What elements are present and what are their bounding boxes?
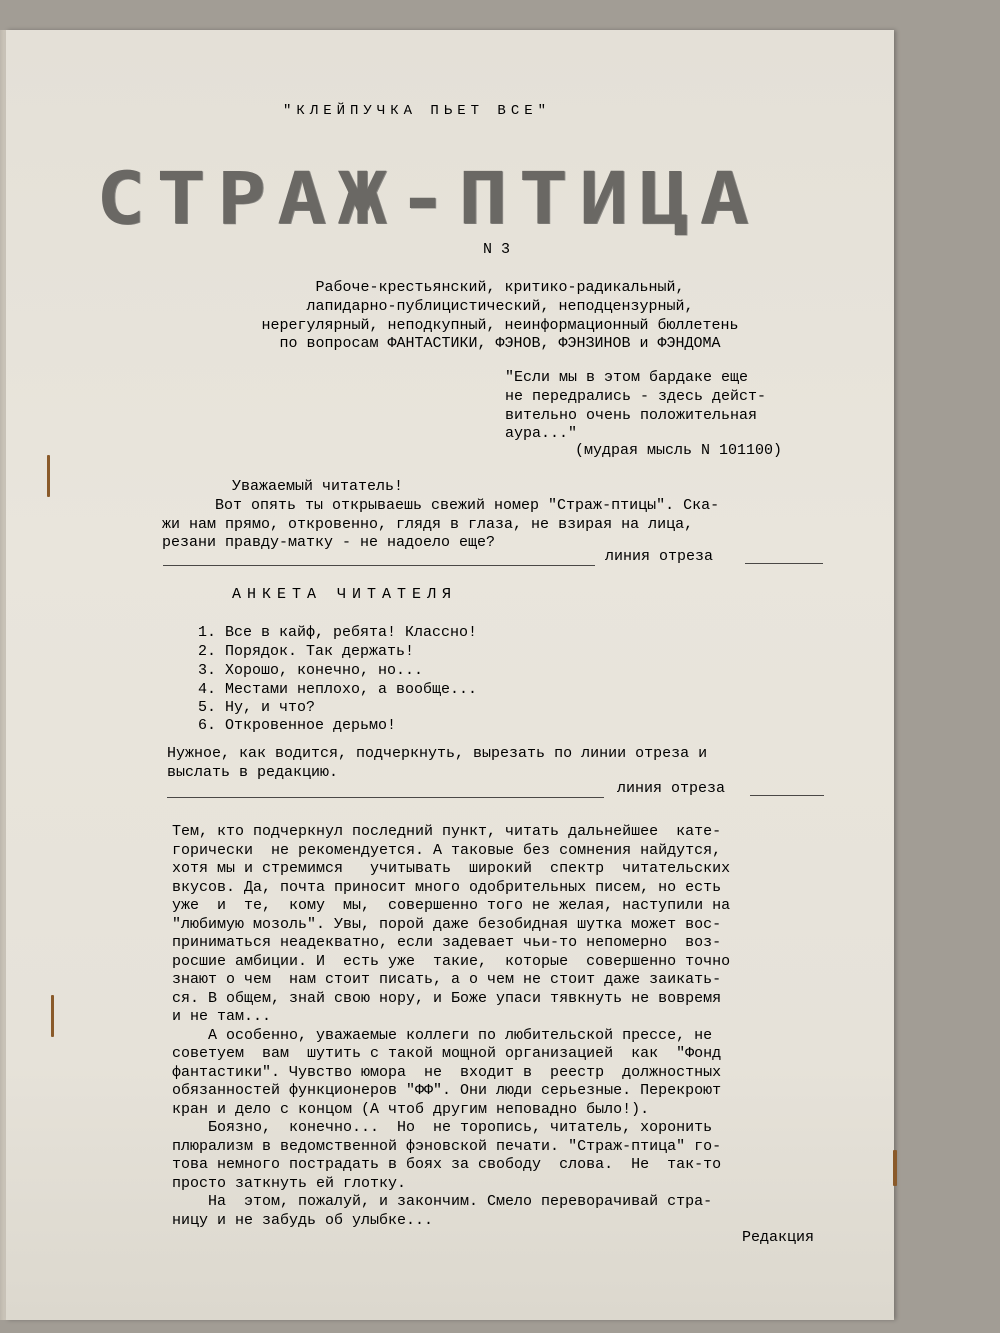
body-line: советуем вам шутить с такой мощной организацией как "Фонд (172, 1045, 722, 1062)
survey-option: 4. Местами неплохо, а вообще... (198, 681, 478, 698)
cut-line-label: линия отреза (617, 780, 726, 797)
staple-top (47, 455, 50, 497)
body-line: това немного пострадать в боях за свободу слова. Не так-то (172, 1156, 722, 1173)
motto: "КЛЕЙПУЧКА ПЬЕТ ВСЕ" (283, 103, 552, 119)
survey-instruction: выслать в редакцию. (167, 764, 339, 781)
cut-line (163, 565, 595, 566)
body-line: плюрализм в ведомственной фэновской печати. "Страж-птица" го- (172, 1138, 722, 1155)
epigraph-line: вительно очень положительная (505, 407, 758, 424)
body-line: просто заткнуть ей глотку. (172, 1175, 407, 1192)
subtitle-line: нерегулярный, неподкупный, неинформационный бюллетень (261, 317, 739, 334)
body-line: хотя мы и стремимся учитывать широкий спектр читательских (172, 860, 731, 877)
epigraph-line: аура..." (505, 425, 578, 442)
epigraph-attribution: (мудрая мысль N 101100) (575, 442, 783, 459)
body-line: Тем, кто подчеркнул последний пункт, читать дальнейшее кате- (172, 823, 722, 840)
body-line: "любимую мозоль". Увы, порой даже безобидная шутка может вос- (172, 916, 722, 933)
greeting-line: резани правду-матку - не надоело еще? (162, 534, 496, 551)
body-line: росшие амбиции. И есть уже такие, которые совершенно точно (172, 953, 731, 970)
body-line: фантастики". Чувство юмора не входит в реестр должностных (172, 1064, 722, 1081)
staple-edge (893, 1150, 897, 1186)
body-line: горически не рекомендуется. А таковые без сомнения найдутся, (172, 842, 722, 859)
cut-line (167, 797, 604, 798)
survey-option: 5. Ну, и что? (198, 699, 316, 716)
body-line: уже и те, кому мы, совершенно того не желая, наступили на (172, 897, 731, 914)
body-line: На этом, пожалуй, и закончим. Смело переворачивай стра- (172, 1193, 713, 1210)
signature: Редакция (742, 1229, 815, 1246)
masthead-title: СТРАЖ-ПТИЦА (96, 157, 761, 241)
body-line: вкусов. Да, почта приносит много одобрительных писем, но есть (172, 879, 722, 896)
body-line: кран и дело с концом (А чтоб другим неповадно было!). (172, 1101, 650, 1118)
staple-bottom (51, 995, 54, 1037)
survey-instruction: Нужное, как водится, подчеркнуть, вырезать по линии отреза и (167, 745, 708, 762)
epigraph-line: не передрались - здесь дейст- (505, 388, 767, 405)
body-line: знают о чем нам стоит писать, а о чем не стоит даже заикать- (172, 971, 722, 988)
greeting-line: Уважаемый читатель! (232, 478, 404, 495)
survey-title: АНКЕТА ЧИТАТЕЛЯ (232, 586, 458, 603)
survey-option: 2. Порядок. Так держать! (198, 643, 415, 660)
cut-line (750, 795, 824, 796)
subtitle-line: по вопросам ФАНТАСТИКИ, ФЭНОВ, ФЭНЗИНОВ и ФЭНДОМА (279, 335, 721, 352)
subtitle-line: лапидарно-публицистический, неподцензурный, (306, 298, 694, 315)
greeting-line: жи нам прямо, откровенно, глядя в глаза, не взирая на лица, (162, 516, 694, 533)
body-line: приниматься неадекватно, если задевает чьи-то непомерно воз- (172, 934, 722, 951)
body-line: Боязно, конечно... Но не торопись, читатель, хоронить (172, 1119, 713, 1136)
body-line: и не там... (172, 1008, 272, 1025)
body-line: обязанностей функционеров "ФФ". Они люди серьезные. Перекроют (172, 1082, 722, 1099)
cut-line-label: линия отреза (605, 548, 714, 565)
epigraph-line: "Если мы в этом бардаке еще (505, 369, 749, 386)
survey-option: 1. Все в кайф, ребята! Классно! (198, 624, 478, 641)
greeting-line: Вот опять ты открываешь свежий номер "Страж-птицы". Ска- (215, 497, 720, 514)
cut-line (745, 563, 823, 564)
subtitle-line: Рабоче-крестьянский, критико-радикальный, (315, 279, 685, 296)
body-line: ся. В общем, знай свою нору, и Боже упаси тявкнуть не вовремя (172, 990, 722, 1007)
survey-option: 6. Откровенное дерьмо! (198, 717, 397, 734)
body-line: А особенно, уважаемые коллеги по любительской прессе, не (172, 1027, 713, 1044)
issue-number: N 3 (483, 241, 511, 258)
survey-option: 3. Хорошо, конечно, но... (198, 662, 424, 679)
body-line: ницу и не забудь об улыбке... (172, 1212, 434, 1229)
